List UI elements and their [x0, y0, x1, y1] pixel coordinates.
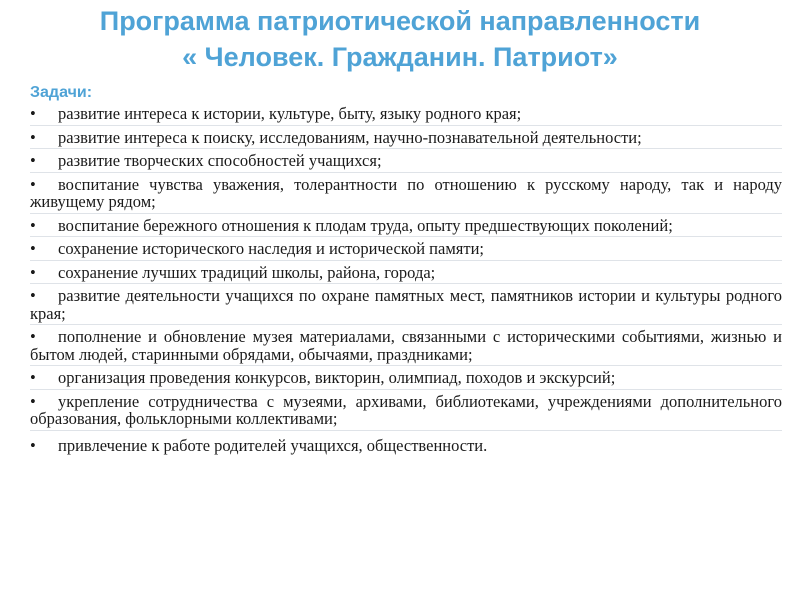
list-item-text: развитие интереса к поиску, исследованиям, научно-познавательной деятельности;: [58, 127, 642, 147]
list-item-text: воспитание бережного отношения к плодам труда, опыту предшествующих поколений;: [58, 215, 673, 235]
list-item: [30, 152, 782, 173]
list-item-text: организация проведения конкурсов, викторин, олимпиад, походов и экскурсий;: [58, 368, 616, 387]
slide-title: [20, 3, 780, 75]
list-item: [30, 287, 782, 325]
bullet-icon: •: [30, 151, 36, 170]
list-item: [30, 264, 782, 285]
list-item-text: пополнение и обновление музея материалами, связанными с историческими событиями, жизнью и бытом людей, старинными обрядами, обычаями, праздниками;: [30, 327, 782, 364]
list-item-text: развитие интереса к истории, культуре, быту, языку родного края;: [58, 104, 522, 123]
list-item: [30, 437, 782, 457]
list-item: [30, 129, 782, 150]
bullet-icon: •: [30, 174, 36, 194]
bullet-icon: •: [30, 239, 36, 258]
bullet-icon: •: [30, 435, 36, 455]
tasks-label: Задачи:: [30, 84, 93, 101]
bullet-icon: •: [30, 327, 36, 346]
list-item-text: привлечение к работе родителей учащихся, общественности.: [58, 435, 488, 455]
list-item-text: сохранение исторического наследия и исторической памяти;: [58, 239, 484, 258]
list-item-text: воспитание чувства уважения, толерантности по отношению к русскому народу, так и народу живущему рядом;: [30, 174, 782, 211]
list-item-text: сохранение лучших традиций школы, района, города;: [58, 262, 436, 282]
list-item: [30, 217, 782, 238]
bullet-icon: •: [30, 262, 36, 282]
list-item: [30, 176, 782, 214]
list-item: [30, 240, 782, 261]
bullet-icon: •: [30, 104, 36, 123]
bullet-icon: •: [30, 391, 36, 411]
list-item: [30, 393, 782, 431]
list-item: [30, 328, 782, 366]
title-line-1: Программа патриотической направленности: [99, 6, 701, 36]
bullet-icon: •: [30, 127, 36, 147]
bullet-icon: •: [30, 215, 36, 235]
title-line-2: « Человек. Гражданин. Патриот»: [182, 42, 618, 72]
bullet-icon: •: [30, 286, 36, 305]
list-item-text: укрепление сотрудничества с музеями, архивами, библиотеками, учреждениями дополнительного образования, фольклорными коллективами;: [30, 391, 782, 428]
list-item-text: развитие деятельности учащихся по охране памятных мест, памятников истории и культуры родного края;: [30, 286, 782, 323]
bullet-icon: •: [30, 368, 36, 387]
list-item: [30, 105, 782, 126]
list-item-text: развитие творческих способностей учащихся;: [58, 151, 382, 170]
tasks-section: [30, 83, 782, 459]
list-item: [30, 369, 782, 390]
